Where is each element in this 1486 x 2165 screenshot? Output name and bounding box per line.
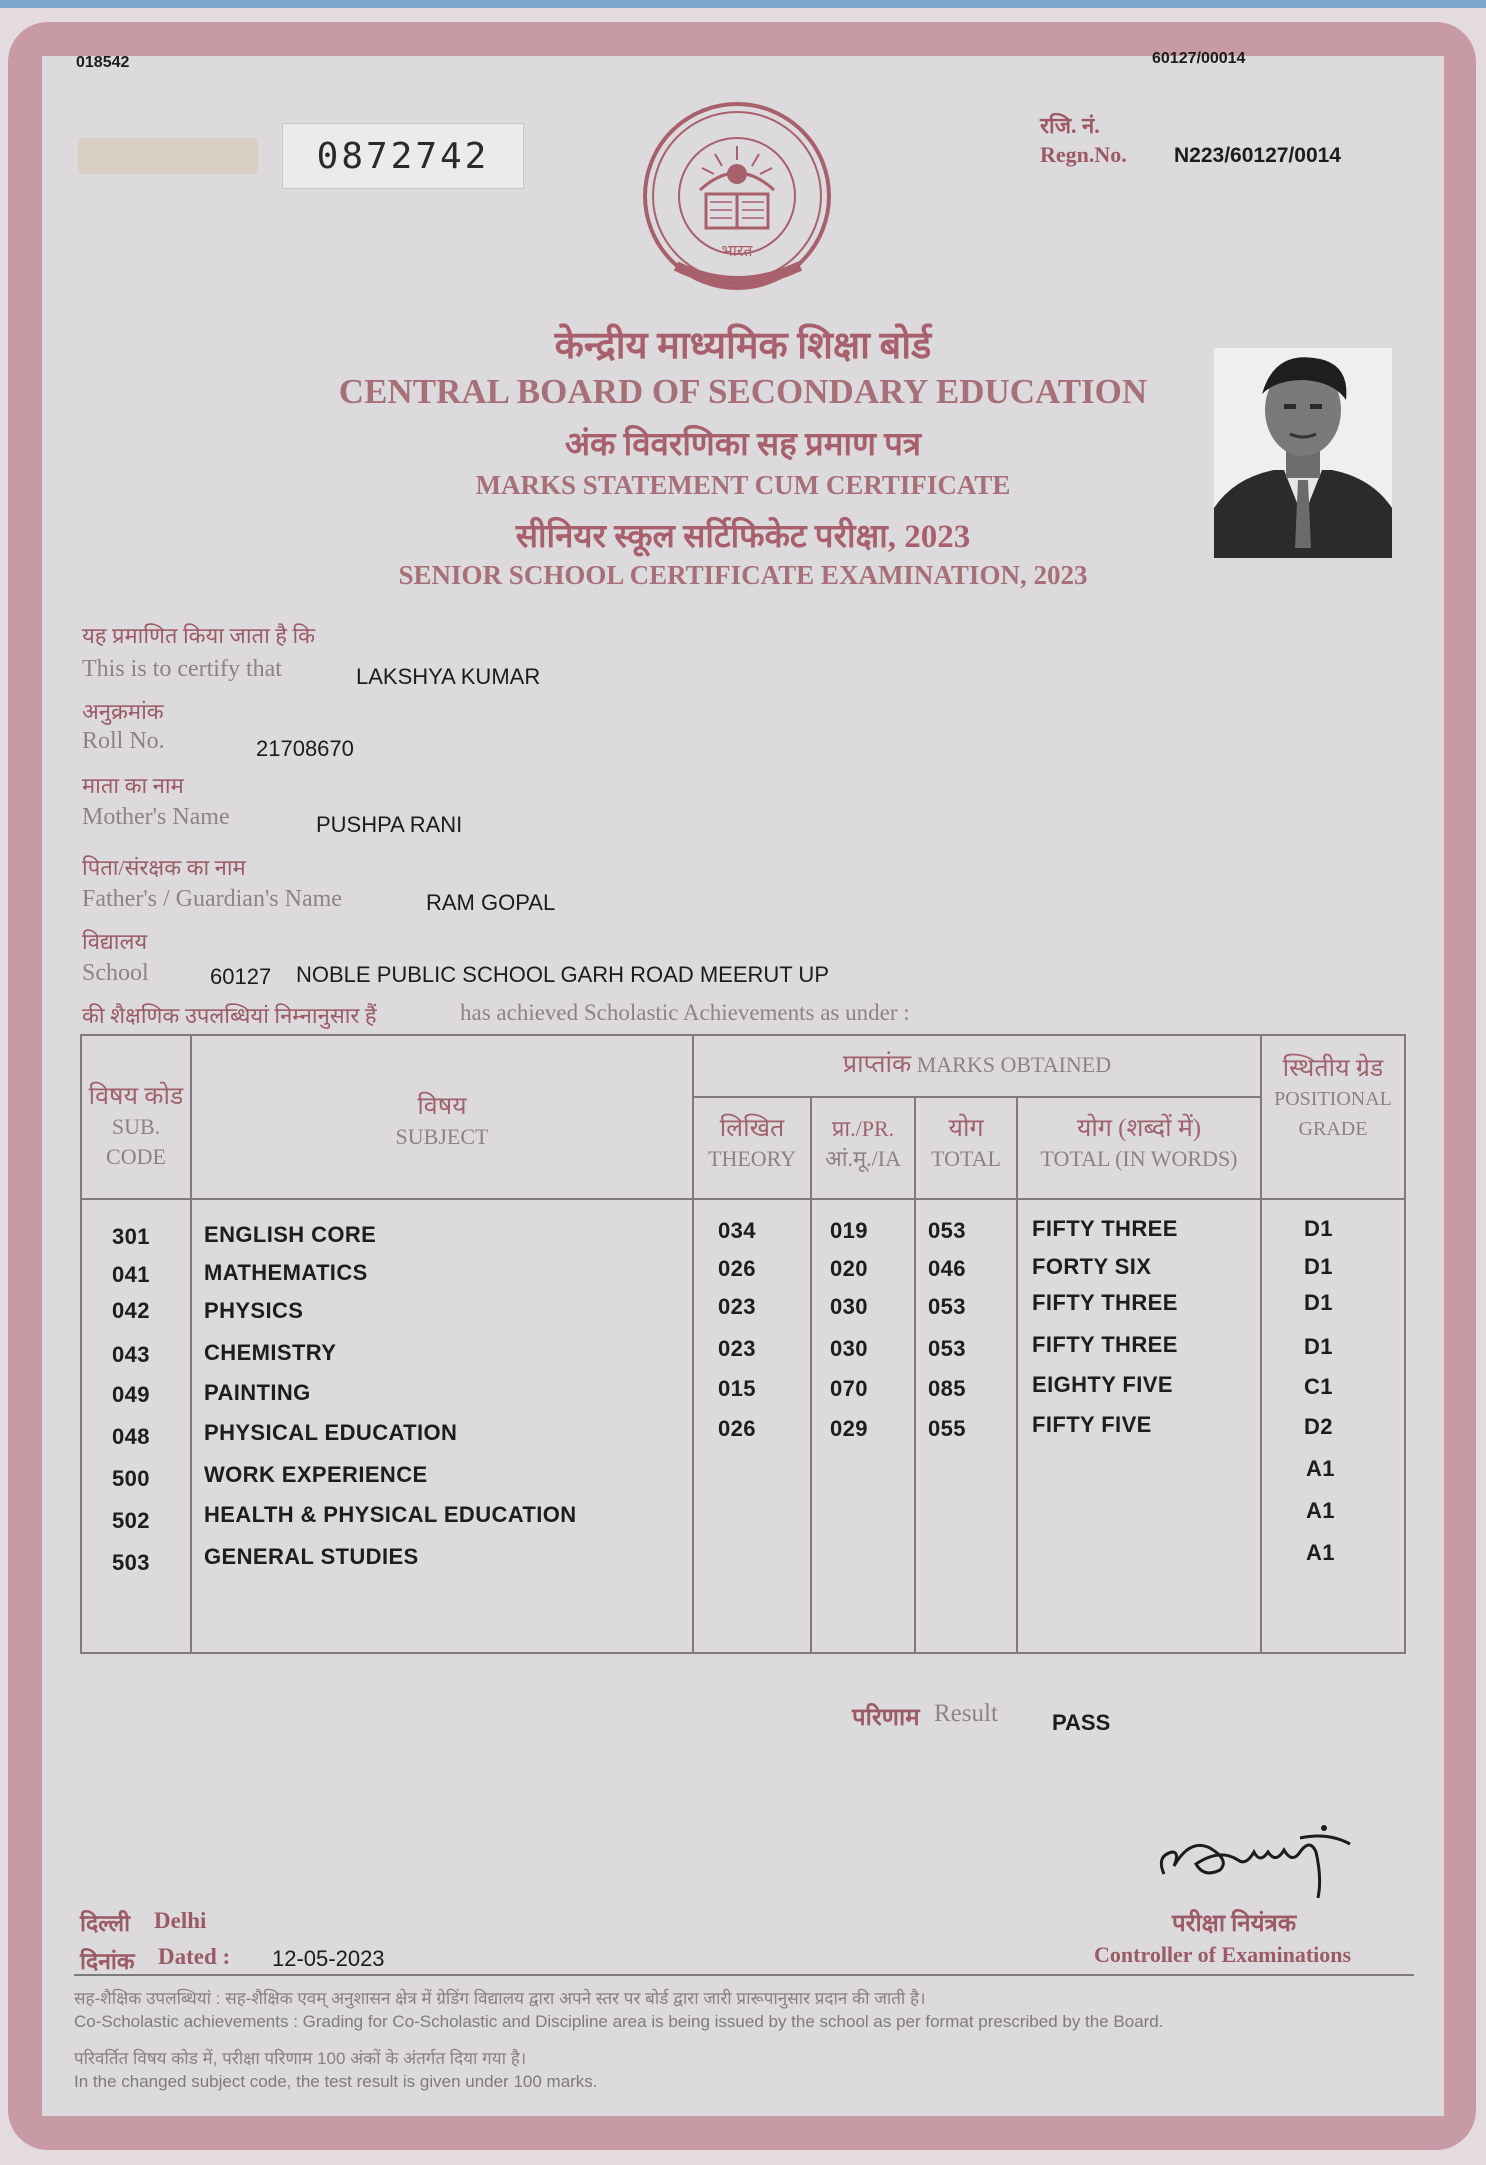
roll-number: 21708670 [256, 736, 354, 761]
exam-name-hindi: सीनियर स्कूल सर्टिफिकेट परीक्षा, 2023 [515, 519, 971, 555]
total-marks: 055 [928, 1416, 966, 1441]
regn-label: Regn.No. [1040, 142, 1127, 167]
total-in-words: FIFTY THREE [1032, 1290, 1178, 1315]
subject-code: 043 [112, 1342, 150, 1367]
subject-header [191, 1035, 693, 1199]
practical-marks: 029 [830, 1416, 868, 1441]
certify-label: This is to certify that [82, 656, 282, 682]
subject-name: ENGLISH CORE [204, 1222, 377, 1247]
student-name: LAKSHYA KUMAR [356, 664, 541, 689]
practical-marks: 030 [830, 1336, 868, 1361]
serial-number: 0872742 [282, 123, 524, 189]
positional-grade: A1 [1306, 1498, 1335, 1523]
marks-header-hindi: प्राप्तांक [842, 1051, 912, 1078]
pr-header-bottom: आं.मू./IA [825, 1146, 901, 1171]
result-value: PASS [1052, 1710, 1111, 1735]
regn-label-hindi: रजि. नं. [1040, 113, 1100, 138]
student-photo-image [1214, 348, 1392, 558]
total-header [915, 1097, 1017, 1199]
subject-code: 042 [112, 1298, 150, 1323]
sub-code-header-label: SUB. CODE [106, 1114, 166, 1169]
roll-label: Roll No. [82, 728, 165, 754]
positional-grade: D2 [1304, 1414, 1333, 1439]
practical-marks: 070 [830, 1376, 868, 1401]
grade-header [1261, 1035, 1405, 1199]
total-marks: 046 [928, 1256, 966, 1281]
sub-code-header [81, 1035, 191, 1199]
theory-marks: 026 [718, 1416, 756, 1441]
practical-marks: 020 [830, 1256, 868, 1281]
orange-stamp-mark [78, 138, 258, 174]
theory-header-label: THEORY [708, 1146, 796, 1171]
subject-code: 502 [112, 1508, 150, 1533]
theory-marks: 015 [718, 1376, 756, 1401]
total-in-words: FIFTY FIVE [1032, 1412, 1152, 1437]
theory-marks: 034 [718, 1218, 756, 1243]
subject-header-label: SUBJECT [395, 1124, 489, 1149]
positional-grade: D1 [1304, 1290, 1333, 1315]
school-label: School [82, 960, 149, 986]
controller-signature [1150, 1808, 1370, 1908]
place-label-hindi: दिल्ली [80, 1911, 131, 1936]
father-label-hindi: पिता/संरक्षक का नाम [82, 855, 246, 880]
subject-name: WORK EXPERIENCE [204, 1462, 428, 1487]
grade-header-label: POSITIONAL GRADE [1274, 1088, 1392, 1140]
certify-label-hindi: यह प्रमाणित किया जाता है कि [82, 623, 316, 648]
student-photo [1214, 348, 1392, 558]
positional-grade: D1 [1304, 1216, 1333, 1241]
grade-header-hindi: स्थितीय ग्रेड [1282, 1055, 1384, 1082]
top-right-code: 60127/00014 [1152, 50, 1246, 67]
result-label-hindi: परिणाम [852, 1705, 920, 1731]
board-name: CENTRAL BOARD OF SECONDARY EDUCATION [338, 372, 1148, 411]
top-left-code: 018542 [76, 54, 130, 71]
total-in-words: EIGHTY FIVE [1032, 1372, 1173, 1397]
changed-code-note-hindi: परिवर्तित विषय कोड में, परीक्षा परिणाम 100 अंकों के अंतर्गत दिया गया है। [74, 2049, 527, 2068]
roll-label-hindi: अनुक्रमांक [82, 699, 164, 724]
seal-bottom-text: भारत [721, 241, 753, 260]
document-title: MARKS STATEMENT CUM CERTIFICATE [475, 470, 1011, 500]
total-words-header-label: TOTAL (IN WORDS) [1040, 1146, 1238, 1171]
controller-label-hindi: परीक्षा नियंत्रक [1172, 1911, 1297, 1937]
subject-name: PHYSICS [204, 1298, 304, 1323]
regn-number: N223/60127/0014 [1174, 144, 1341, 167]
mother-label-hindi: माता का नाम [82, 773, 184, 798]
total-in-words: FORTY SIX [1032, 1254, 1152, 1279]
dated-label: Dated : [158, 1944, 231, 1969]
practical-marks: 030 [830, 1294, 868, 1319]
total-words-header-hindi: योग (शब्दों में) [1076, 1115, 1202, 1142]
mother-label: Mother's Name [82, 804, 230, 830]
positional-grade: D1 [1304, 1334, 1333, 1359]
father-label: Father's / Guardian's Name [82, 886, 342, 912]
total-header-label: TOTAL [931, 1146, 1001, 1171]
marks-header-label: MARKS OBTAINED [916, 1052, 1112, 1077]
pr-header [811, 1097, 915, 1199]
footer-divider [74, 1974, 1414, 1976]
total-marks: 053 [928, 1336, 966, 1361]
cbse-seal-icon [640, 96, 840, 302]
achieved-label: has achieved Scholastic Achievements as under : [460, 1000, 910, 1025]
background-strip [0, 0, 1486, 8]
subject-name: HEALTH & PHYSICAL EDUCATION [204, 1502, 577, 1527]
subject-code: 301 [112, 1224, 150, 1249]
total-header-hindi: योग [948, 1115, 984, 1142]
subject-header-hindi: विषय [417, 1093, 467, 1120]
exam-name: SENIOR SCHOOL CERTIFICATE EXAMINATION, 2023 [398, 560, 1088, 590]
total-in-words: FIFTY THREE [1032, 1332, 1178, 1357]
theory-header [693, 1097, 811, 1199]
pr-header-top: प्रा./PR. [831, 1116, 895, 1141]
place-label: Delhi [154, 1908, 207, 1933]
positional-grade: A1 [1306, 1540, 1335, 1565]
achieved-label-hindi: की शैक्षणिक उपलब्धियां निम्नानुसार हैं [82, 1003, 377, 1028]
co-scholastic-note-hindi: सह-शैक्षिक उपलब्धियां : सह-शैक्षिक एवम् अनुशासन क्षेत्र में ग्रेडिंग विद्यालय द्वारा अपने स्तर पर बोर्ड द्वारा जारी प्रारूपानुसार प्रदान की जाती है। [74, 1989, 926, 2008]
subject-code: 503 [112, 1550, 150, 1575]
changed-code-note: In the changed subject code, the test result is given under 100 marks. [74, 2072, 598, 2091]
subject-code: 048 [112, 1424, 150, 1449]
practical-marks: 019 [830, 1218, 868, 1243]
total-words-header [1017, 1097, 1261, 1199]
subject-code: 049 [112, 1382, 150, 1407]
total-marks: 085 [928, 1376, 966, 1401]
school-code: 60127 [210, 964, 272, 989]
positional-grade: A1 [1306, 1456, 1335, 1481]
subject-name: CHEMISTRY [204, 1340, 337, 1365]
result-label: Result [934, 1700, 998, 1727]
subject-name: MATHEMATICS [204, 1260, 368, 1285]
issue-date: 12-05-2023 [272, 1946, 385, 1971]
theory-marks: 026 [718, 1256, 756, 1281]
board-name-hindi: केन्द्रीय माध्यमिक शिक्षा बोर्ड [554, 325, 932, 367]
total-marks: 053 [928, 1218, 966, 1243]
positional-grade: C1 [1304, 1374, 1333, 1399]
theory-marks: 023 [718, 1294, 756, 1319]
theory-marks: 023 [718, 1336, 756, 1361]
subject-code: 500 [112, 1466, 150, 1491]
marks-obtained-header [693, 1035, 1261, 1097]
dated-label-hindi: दिनांक [80, 1949, 135, 1974]
theory-header-hindi: लिखित [719, 1115, 785, 1142]
mother-name: PUSHPA RANI [316, 812, 463, 837]
positional-grade: D1 [1304, 1254, 1333, 1279]
father-name: RAM GOPAL [426, 890, 556, 915]
school-name: NOBLE PUBLIC SCHOOL GARH ROAD MEERUT UP [296, 962, 829, 987]
subject-name: GENERAL STUDIES [204, 1544, 419, 1569]
subject-code: 041 [112, 1262, 150, 1287]
sub-code-header-hindi: विषय कोड [88, 1083, 184, 1110]
total-in-words: FIFTY THREE [1032, 1216, 1178, 1241]
subject-name: PHYSICAL EDUCATION [204, 1420, 458, 1445]
subject-name: PAINTING [204, 1380, 311, 1405]
document-title-hindi: अंक विवरणिका सह प्रमाण पत्र [564, 427, 922, 463]
co-scholastic-note: Co-Scholastic achievements : Grading for Co-Scholastic and Discipline area is being issued by the school as per format prescribed by the Board. [74, 2012, 1164, 2031]
total-marks: 053 [928, 1294, 966, 1319]
school-label-hindi: विद्यालय [82, 929, 148, 954]
controller-label: Controller of Examinations [1094, 1942, 1352, 1967]
